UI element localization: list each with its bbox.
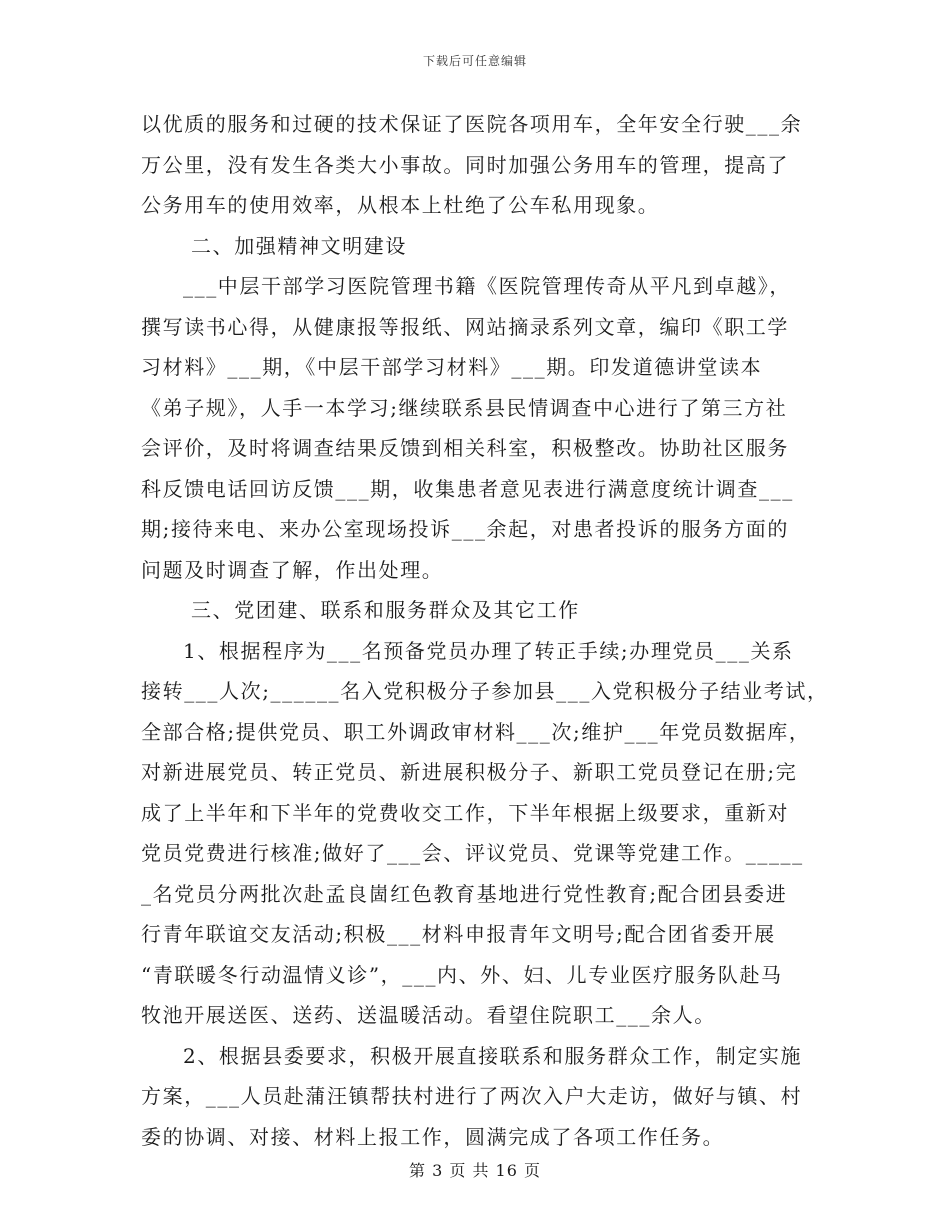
- body-line: 《弟子规》，人手一本学习;继续联系县民情调查中心进行了第三方社: [141, 395, 788, 420]
- paragraph-start: 1、根据程序为___名预备党员办理了转正手续;办理党员___关系: [183, 638, 794, 663]
- body-line: “青联暖冬行动温情义诊”，___内、外、妇、儿专业医疗服务队赴马: [141, 962, 783, 987]
- body-line: 撰写读书心得，从健康报等报纸、网站摘录系列文章，编印《职工学: [141, 314, 789, 339]
- body-line: 接转___人次;______名入党积极分子参加县___入党积极分子结业考试，: [141, 679, 829, 703]
- body-line: 牧池开展送医、送药、送温暖活动。看望住院职工___余人。: [141, 1003, 716, 1027]
- page-number: 第 3 页 共 16 页: [409, 1161, 541, 1180]
- document-body: [141, 104, 829, 1157]
- body-line: 期;接待来电、来办公室现场投诉___余起，对患者投诉的服务方面的: [141, 517, 789, 541]
- section-heading: 二、加强精神文明建设: [191, 233, 407, 258]
- body-line: 方案，___人员赴蒲汪镇帮扶村进行了两次入户大走访，做好与镇、村: [141, 1084, 803, 1108]
- section-heading: 三、党团建、联系和服务群众及其它工作: [191, 598, 580, 622]
- body-line: _名党员分两批次赴孟良崮红色教育基地进行党性教育;配合团县委进: [141, 881, 788, 906]
- body-line: 党员党费进行核准;做好了___会、评议党员、党课等党建工作。_____: [141, 841, 804, 865]
- body-line: 公务用车的使用效率，从根本上杜绝了公车私用现象。: [141, 193, 660, 217]
- paragraph-start: ___中层干部学习医院管理书籍《医院管理传奇从平凡到卓越》，: [183, 274, 791, 298]
- body-line: 委的协调、对接、材料上报工作，圆满完成了各项工作任务。: [141, 1124, 725, 1149]
- page-header-note: 下载后可任意编辑: [422, 54, 527, 68]
- paragraph-start: 2、根据县委要求，积极开展直接联系和服务群众工作，制定实施: [183, 1043, 803, 1068]
- body-line: 科反馈电话回访反馈___期，收集患者意见表进行满意度统计调查___: [141, 476, 794, 501]
- body-line: 全部合格;提供党员、职工外调政审材料___次;维护___年党员数据库，: [141, 719, 811, 744]
- body-line: 对新进展党员、转正党员、新进展积极分子、新职工党员登记在册;完: [141, 760, 798, 784]
- body-line: 问题及时调查了解，作出处理。: [141, 557, 444, 582]
- body-line: 以优质的服务和过硬的技术保证了医院各项用车，全年安全行驶___余: [141, 112, 803, 136]
- body-line: 万公里，没有发生各类大小事故。同时加强公务用车的管理，提高了: [141, 152, 789, 177]
- body-line: 成了上半年和下半年的党费收交工作，下半年根据上级要求，重新对: [141, 800, 789, 825]
- body-line: 会评价，及时将调查结果反馈到相关科室，积极整改。协助社区服务: [141, 436, 789, 460]
- body-line: 习材料》___期，《中层干部学习材料》___期。印发道德讲堂读本: [141, 355, 763, 379]
- body-line: 行青年联谊交友活动;积极___材料申报青年文明号;配合团省委开展: [141, 922, 776, 946]
